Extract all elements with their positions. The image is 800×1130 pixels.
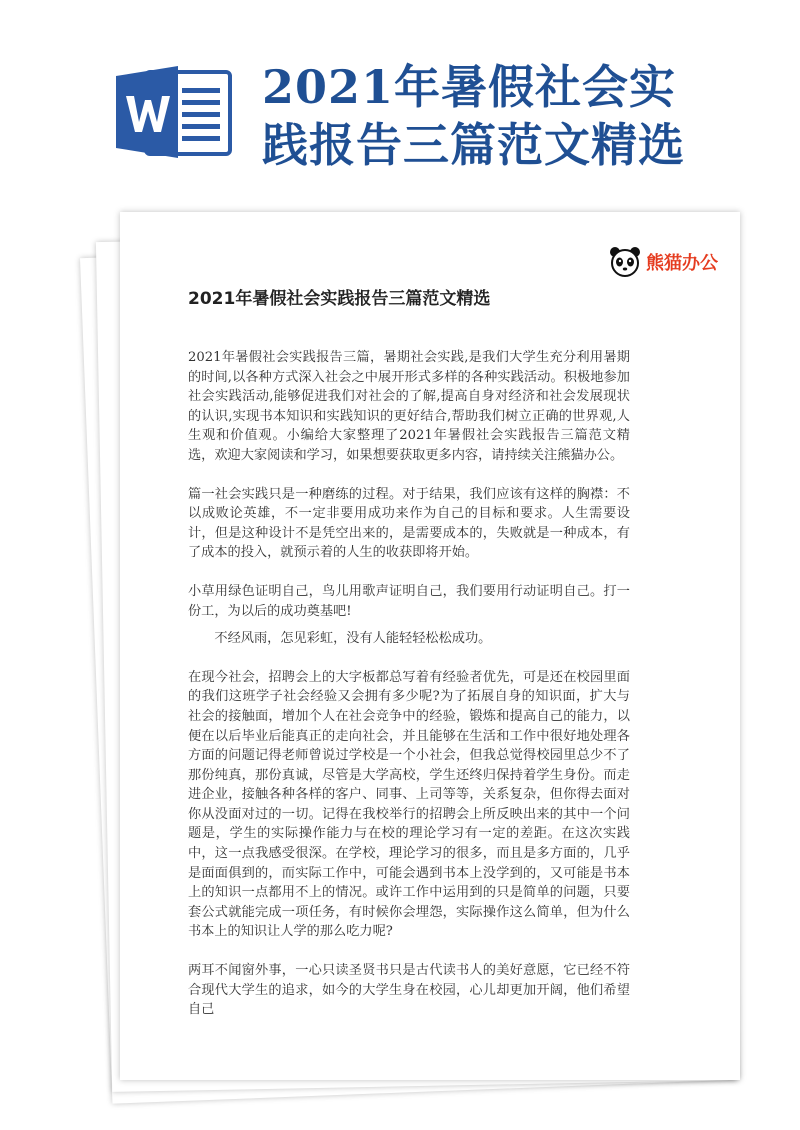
document-title: 2021年暑假社会实践报告三篇范文精选 xyxy=(188,289,491,309)
paragraph: 不经风雨，怎见彩虹，没有人能轻轻松松成功。 xyxy=(214,631,492,647)
title-line-1: 2021年暑假社会实 xyxy=(262,60,677,114)
paragraph: 两耳不闻窗外事，一心只读圣贤书只是古代读书人的美好意愿，它已经不符合现代大学生的追求，如今的大学生身在校园，心儿却更加开阔，他们希望自己 xyxy=(188,963,630,1018)
document-page xyxy=(120,212,740,1080)
paragraph: 篇一社会实践只是一种磨练的过程。对于结果，我们应该有这样的胸襟：不以成败论英雄，不一定非要用成功来作为自己的目标和要求。人生需要设计，但是这种设计不是凭空出来的，是需要成本的，失败就是一种成本，有了成本的投入，就预示着的人生的收获即将开始。 xyxy=(188,486,630,561)
word-doc-icon xyxy=(112,62,240,162)
paragraph: 在现今社会，招聘会上的大字板都总写着有经验者优先，可是还在校园里面的我们这班学子社会经验又会拥有多少呢?为了拓展自身的知识面，扩大与社会的接触面，增加个人在社会竞争中的经验，锻炼和提高自己的能力，以便在以后毕业后能真正的走向社会，并且能够在生活和工作中很好地处理各方面的问题记得老师曾说过学校是一个小社会，但我总觉得校园里总少不了那份纯真，那份真诚，尽管是大学高校，学生还终归保持着学生身份。而走进企业，接触各种各样的客户、同事、上司等等，关系复杂，但你得去面对你从没面对过的一切。记得在我校举行的招聘会上所反映出来的其中一个问题是，学生的实际操作能力与在校的理论学习有一定的差距。在这次实践中，这一点我感受很深。在学校，理论学习的很多，而且是多方面的，几乎是面面俱到的，而实际工作中，可能会遇到书本上没学到的，又可能是书本上的知识一点都用不上的情况。或许工作中运用到的只是简单的问题，只要套公式就能完成一项任务，有时候你会埋怨，实际操作这么简单，但为什么书本上的知识让人学的那么吃力呢? xyxy=(188,669,630,940)
header xyxy=(0,0,800,200)
page-title xyxy=(262,58,782,174)
paragraph: 小草用绿色证明自己，鸟儿用歌声证明自己，我们要用行动证明自己。打一份工，为以后的成功奠基吧! xyxy=(188,583,630,619)
document-body xyxy=(188,348,630,1039)
panda-icon xyxy=(608,245,642,279)
brand-logo-text: 熊猫办公 xyxy=(646,253,718,274)
title-line-2: 践报告三篇范文精选 xyxy=(262,118,685,172)
paragraph: 2021年暑假社会实践报告三篇，暑期社会实践,是我们大学生充分利用暑期的时间,以各种方式深入社会之中展开形式多样的各种实践活动。积极地参加社会实践活动,能够促进我们对社会的了解,提高自身对经济和社会发展现状的认识,实现书本知识和实践知识的更好结合,帮助我们树立正确的世界观,人生观和价值观。小编给大家整理了2021年暑假社会实践报告三篇范文精选，欢迎大家阅读和学习，如果想要获取更多内容，请持续关注熊猫办公。 xyxy=(188,350,630,463)
brand-logo xyxy=(608,244,718,280)
